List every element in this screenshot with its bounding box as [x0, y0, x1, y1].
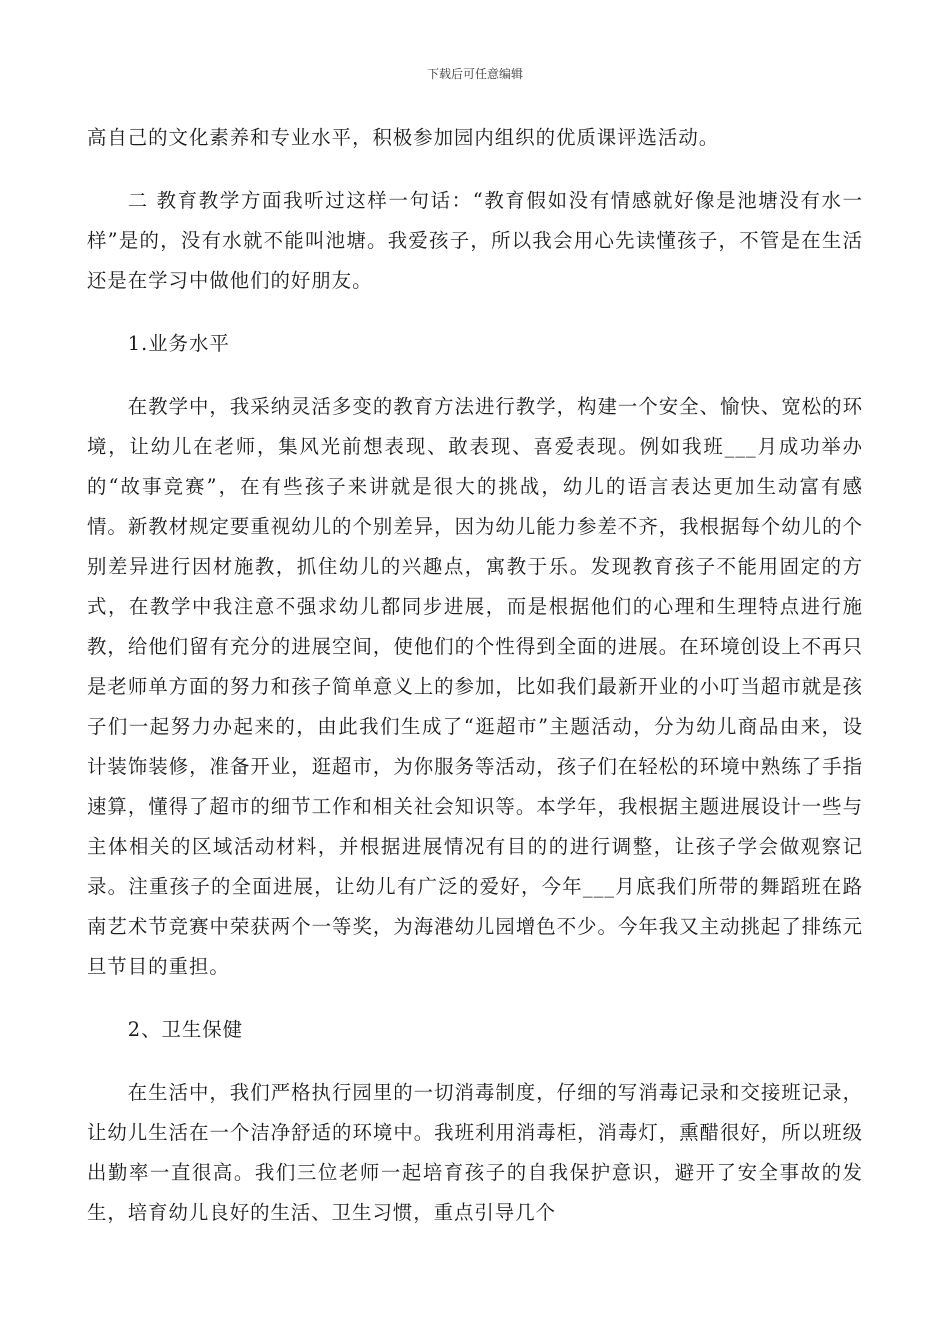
- document-body: [87, 118, 863, 1233]
- heading-health-care: 2、卫生保健: [127, 1018, 244, 1041]
- paragraph-teaching: 在教学中，我采纳灵活多变的教育方法进行教学，构建一个安全、愉快、宽松的环境，让幼儿在老师，集风光前想表现、敢表现、喜爱表现。例如我班___月成功举办的“故事竞赛”，在有些孩子来讲就是很大的挑战，幼儿的语言表达更加生动富有感情。新教材规定要重视幼儿的个别差异，因为幼儿能力参差不齐，我根据每个幼儿的个别差异进行因材施教，抓住幼儿的兴趣点，寓教于乐。发现教育孩子不能用固定的方式，在教学中我注意不强求幼儿都同步进展，而是根据他们的心理和生理特点进行施教，给他们留有充分的进展空间，使他们的个性得到全面的进展。在环境创设上不再只是老师单方面的努力和孩子简单意义上的参加，比如我们最新开业的小叮当超市就是孩子们一起努力办起来的，由此我们生成了“逛超市”主题活动，分为幼儿商品由来，设计装饰装修，准备开业，逛超市，为你服务等活动，孩子们在轻松的环境中熟练了手指速算，懂得了超市的细节工作和相关社会知识等。本学年，我根据主题进展设计一些与主体相关的区域活动材料，并根据进展情况有目的的进行调整，让孩子学会做观察记录。注重孩子的全面进展，让幼儿有广泛的爱好，今年___月底我们所带的舞蹈班在路南艺术节竞赛中荣获两个一等奖，为海港幼儿园增色不少。今年我又主动挑起了排练元旦节目的重担。: [87, 395, 863, 978]
- page-header: 下载后可任意编辑: [426, 67, 523, 81]
- heading-business-level: 1.业务水平: [127, 332, 230, 355]
- paragraph-daily-life: 在生活中，我们严格执行园里的一切消毒制度，仔细的写消毒记录和交接班记录，让幼儿生活在一个洁净舒适的环境中。我班利用消毒柜，消毒灯，熏醋很好，所以班级出勤率一直很高。我们三位老师一起培育孩子的自我保护意识，避开了安全事故的发生，培育幼儿良好的生活、卫生习惯，重点引导几个: [87, 1081, 863, 1224]
- paragraph-section-two: 二 教育教学方面我听过这样一句话：“教育假如没有情感就好像是池塘没有水一样”是的，没有水就不能叫池塘。我爱孩子，所以我会用心先读懂孩子，不管是在生活还是在学习中做他们的好朋友。: [87, 189, 863, 292]
- paragraph-continuation: 高自己的文化素养和专业水平，积极参加园内组织的优质课评选活动。: [87, 126, 720, 149]
